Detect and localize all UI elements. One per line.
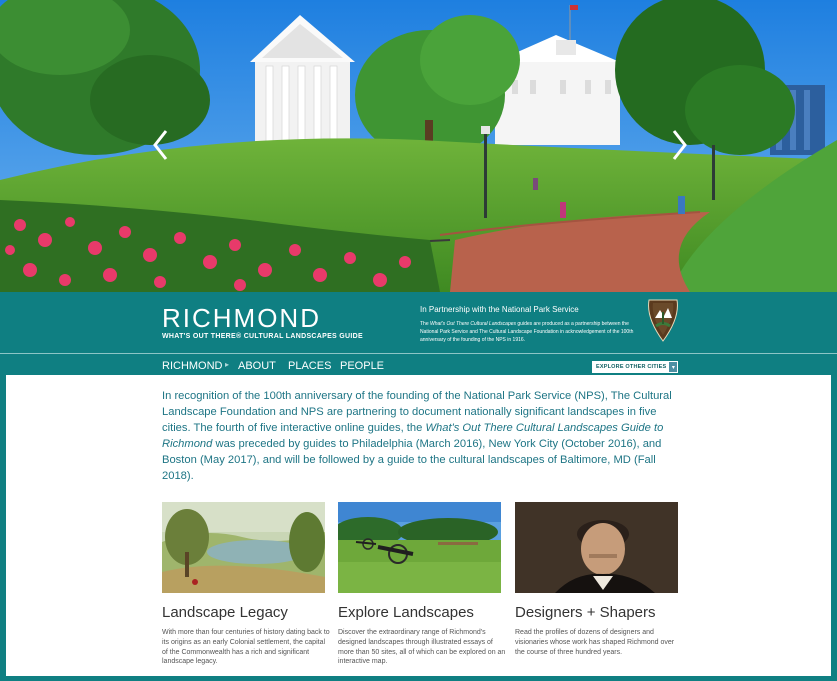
explore-landscapes-image[interactable] [338, 502, 501, 593]
carousel-prev-button[interactable] [148, 128, 174, 162]
breadcrumb-separator-icon: ▸ [225, 360, 230, 369]
designers-shapers-title[interactable]: Designers + Shapers [515, 604, 656, 621]
designers-shapers-image[interactable] [515, 502, 678, 593]
explore-other-cities-select[interactable] [592, 361, 678, 373]
explore-landscapes-title[interactable]: Explore Landscapes [338, 604, 474, 621]
landscape-legacy-title[interactable]: Landscape Legacy [162, 604, 288, 621]
partnership-text: The What's Out There Cultural Landscapes guides are produced as a partnership between the National Park Service and The Cultural Landscape Foundation in acknowledgement of the 100th anniversary of the founding of the NPS in 1916. [420, 321, 634, 343]
site-banner [0, 292, 837, 353]
intro-paragraph: In recognition of the 100th anniversary of the founding of the National Park Service (NPS), The Cultural Landscape Foundation and NPS are partnering to document nationally significant landscapes in five cities. The fourth of five interactive online guides, the What's Out There Cultural Landscapes Guide to Richmond was preceded by guides to Philadelphia (March 2016), New York City (October 2016), and Boston (May 2017), and will be followed by a guide to the cultural landscapes of Baltimore, MD (Fall 2018). [162, 390, 672, 482]
partnership-title: In Partnership with the National Park Service [420, 305, 579, 314]
site-subtitle: WHAT'S OUT THERE® CULTURAL LANDSCAPES GUIDE [162, 333, 363, 340]
chevron-left-icon [148, 128, 174, 162]
landscape-legacy-image[interactable] [162, 502, 325, 593]
nav-item-people[interactable]: PEOPLE [340, 360, 385, 372]
nps-arrowhead-icon[interactable] [646, 298, 680, 342]
main-nav [0, 353, 837, 376]
chevron-right-icon [666, 128, 692, 162]
landscape-legacy-desc: With more than four centuries of history dating back to its origins as an early Colonial settlement, the capital of the Commonwealth has a rich and significant landscape legacy. [162, 629, 330, 666]
designers-shapers-desc: Read the profiles of dozens of designers and visionaries whose work has shaped Richmond over the course of three hundred years. [515, 629, 675, 656]
nav-item-richmond[interactable]: RICHMOND [162, 360, 223, 372]
nav-item-places[interactable]: PLACES [288, 360, 332, 372]
chevron-down-icon: ▾ [669, 362, 677, 372]
site-title[interactable]: RICHMOND [162, 303, 321, 333]
explore-other-cities-label: EXPLORE OTHER CITIES [596, 364, 667, 370]
nav-item-about[interactable]: ABOUT [238, 360, 276, 372]
explore-landscapes-desc: Discover the extraordinary range of Richmond's designed landscapes through illustrated essays of more than 50 sites, all of which can be explored on an interactive map. [338, 629, 506, 666]
hero-image [0, 0, 837, 292]
carousel-next-button[interactable] [666, 128, 692, 162]
